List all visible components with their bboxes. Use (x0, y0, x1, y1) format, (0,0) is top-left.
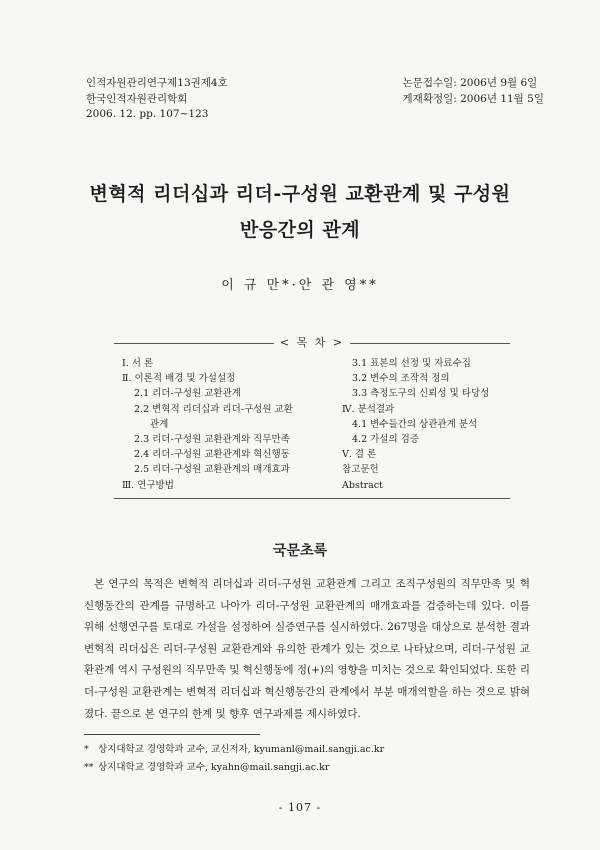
abstract-line: 신행동간의 관계를 규명하고 나아가 리더-구성원 교환관계의 매개효과를 검증하는데 있다. 이를 (84, 599, 530, 612)
received-date: 논문접수일: 2006년 9월 6일 (402, 77, 538, 89)
abstract-line: 더-구성원 교환관계는 변혁적 리더십과 혁신행동간의 관계에서 부분 매개역할을 하는 것으로 밝혀 (84, 685, 530, 698)
toc-heading: < 목 차 > (274, 336, 350, 349)
footnote-text: 상지대학교 경영학과 교수, kyahn@mail.sangji.ac.kr (98, 762, 330, 773)
toc-item: Ⅰ. 서 론 (122, 358, 154, 369)
toc-item: 3.3 측정도구의 신뢰성 및 타당성 (352, 388, 490, 400)
submission-dates (403, 76, 544, 107)
toc-item: 4.2 가설의 검증 (352, 434, 420, 446)
toc-item: 참고문헌 (342, 464, 379, 476)
journal-info (86, 76, 228, 123)
abstract-line: 변혁적 리더십은 리더-구성원 교환관계와 유의한 관계가 있는 것으로 나타났으며, 리더-구성원 교 (84, 642, 530, 655)
abstract-line: 졌다. 끝으로 본 연구의 한계 및 향후 연구과제를 제시하였다. (84, 707, 361, 720)
footnote-text: 상지대학교 경영학과 교수, 교신저자, kyumanl@mail.sangji.ac.kr (98, 744, 385, 755)
toc-item: 2.5 리더-구성원 교환관계의 매개효과 (134, 464, 290, 476)
society-name: 한국인적자원관리학회 (86, 92, 188, 105)
toc-item: 2.2 변혁적 리더십과 리더-구성원 교환 (134, 403, 293, 415)
journal-name: 인적자원관리연구제13권제4호 (86, 77, 228, 89)
footnote-divider (84, 734, 260, 735)
toc-item: 2.3 리더-구성원 교환관계와 직무만족 (134, 434, 290, 446)
abstract-line: 위해 선행연구를 토대로 가설을 설정하여 실증연구를 실시하였다. 267명을 대상으로 분석한 결과 (84, 621, 530, 634)
title-line-2: 반응간의 관계 (239, 219, 361, 241)
page-number: - 107 - (278, 801, 322, 814)
toc-item: 2.4 리더-구성원 교환관계와 혁신행동 (134, 449, 290, 461)
toc-item: 3.2 변수의 조작적 정의 (352, 373, 450, 385)
toc-item: 3.1 표본의 선정 및 자료수집 (352, 358, 471, 369)
footnote-marker: * (84, 744, 89, 755)
toc-right-column (342, 356, 510, 493)
footnote (84, 741, 384, 755)
toc-item: Ⅱ. 이론적 배경 및 가설설정 (122, 373, 236, 385)
abstract-line: 환관계 역시 구성원의 직무만족 및 혁신행동에 정(+)의 영향을 미치는 것으로 확인되었다. 또한 리 (84, 664, 530, 677)
toc-left-column (122, 356, 332, 493)
title-line-1: 변혁적 리더십과 리더-구성원 교환관계 및 구성원 (89, 183, 511, 205)
issue-pages: 2006. 12. pp. 107~123 (86, 108, 209, 120)
toc-item: Ⅲ. 연구방법 (122, 479, 174, 491)
authors: 이 규 만*·안 관 영** (221, 278, 379, 293)
paper-title (40, 176, 560, 248)
toc-item: Abstract (342, 479, 383, 491)
abstract-line: 본 연구의 목적은 변혁적 리더십과 리더-구성원 교환관계 그리고 조직구성원의 직무만족 및 혁 (94, 578, 530, 590)
toc-item: Ⅳ. 분석결과 (342, 403, 395, 415)
abstract-title: 국문초록 (272, 543, 328, 559)
toc-item: 관계 (150, 418, 169, 430)
footnote (84, 759, 329, 773)
toc-item: 4.1 변수들간의 상관관계 분석 (352, 418, 478, 430)
accepted-date: 게재확정일: 2006년 11월 5일 (402, 92, 544, 105)
toc-item: Ⅴ. 결 론 (342, 449, 377, 461)
toc-item: 2.1 리더-구성원 교환관계 (134, 388, 241, 400)
abstract-body (84, 574, 530, 725)
table-of-contents (114, 336, 510, 499)
footnote-marker: ** (84, 762, 94, 773)
